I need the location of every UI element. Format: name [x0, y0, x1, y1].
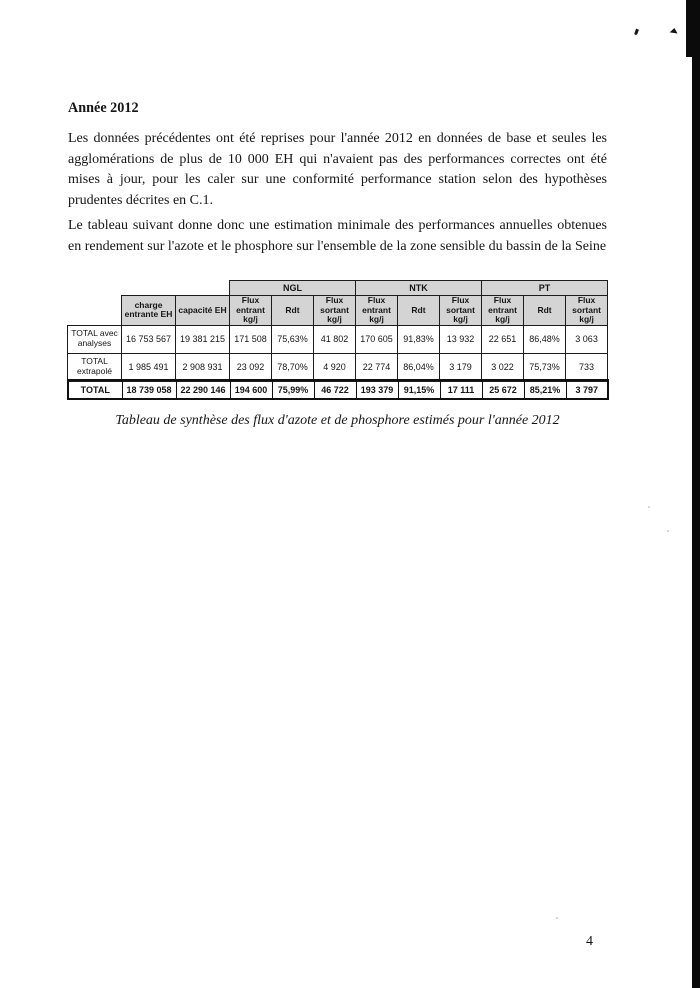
- col-header-ngl-flux-sortant: Flux sortant kg/j: [314, 296, 356, 326]
- row-label: TOTAL avec analyses: [68, 325, 122, 353]
- col-header-pt-flux-entrant: Flux entrant kg/j: [482, 296, 524, 326]
- section-heading: Année 2012: [68, 100, 139, 116]
- table-cell: 75,73%: [524, 353, 566, 381]
- table-cell: 733: [566, 353, 608, 381]
- table-row-grand-total: [68, 380, 608, 399]
- group-header-ntk: NTK: [356, 281, 482, 296]
- col-header-ntk-flux-entrant: Flux entrant kg/j: [356, 296, 398, 326]
- flux-summary-table: [67, 280, 608, 382]
- col-header-ngl-rdt: Rdt: [272, 296, 314, 326]
- scan-speck: [648, 506, 650, 508]
- table-row-total-avec-analyses: [68, 325, 608, 353]
- row-label-total: TOTAL: [68, 380, 122, 399]
- row-label: TOTAL extrapolé: [68, 353, 122, 381]
- table-cell: 16 753 567: [122, 325, 176, 353]
- table-cell: 86,04%: [398, 353, 440, 381]
- col-header-ntk-flux-sortant: Flux sortant kg/j: [440, 296, 482, 326]
- empty-cell: [122, 281, 176, 296]
- table-cell: 22 651: [482, 325, 524, 353]
- table-cell: 13 932: [440, 325, 482, 353]
- table-cell: 75,99%: [272, 380, 314, 399]
- col-header-pt-flux-sortant: Flux sortant kg/j: [566, 296, 608, 326]
- table-cell: 86,48%: [524, 325, 566, 353]
- table-cell: 75,63%: [272, 325, 314, 353]
- col-header-ngl-flux-entrant: Flux entrant kg/j: [230, 296, 272, 326]
- table-row-total-extrapole: [68, 353, 608, 381]
- table-cell: 2 908 931: [176, 353, 230, 381]
- empty-cell: [176, 281, 230, 296]
- table-header-row: [68, 296, 608, 326]
- table-group-header-row: [68, 281, 608, 296]
- scan-speck: [556, 917, 558, 919]
- table-cell: 85,21%: [524, 380, 566, 399]
- table-cell: 23 092: [230, 353, 272, 381]
- table-cell: 41 802: [314, 325, 356, 353]
- col-header-charge-entrante: charge entrante EH: [122, 296, 176, 326]
- table-cell: 18 739 058: [122, 380, 176, 399]
- table-cell: 3 022: [482, 353, 524, 381]
- scan-speck-triangle: [670, 27, 679, 33]
- table-cell: 170 605: [356, 325, 398, 353]
- table-cell: 22 774: [356, 353, 398, 381]
- table-cell: 91,83%: [398, 325, 440, 353]
- table-cell: 46 722: [314, 380, 356, 399]
- table-cell: 1 985 491: [122, 353, 176, 381]
- page-number: 4: [586, 934, 593, 949]
- scan-edge-artifact-top: [686, 0, 700, 57]
- empty-cell: [68, 296, 122, 326]
- table-cell: 22 290 146: [176, 380, 230, 399]
- col-header-capacite: capacité EH: [176, 296, 230, 326]
- scan-speck: [667, 530, 669, 532]
- table-cell: 4 920: [314, 353, 356, 381]
- table-cell: 194 600: [230, 380, 272, 399]
- table-caption: Tableau de synthèse des flux d'azote et de phosphore estimés pour l'année 2012: [115, 413, 560, 428]
- paragraph-table-intro: Le tableau suivant donne donc une estimation minimale des performances annuelles obtenues en rendement sur l'azote et le phosphore sur l'ensemble de la zone sensible du bassin de la Seine: [68, 218, 607, 254]
- col-header-ntk-rdt: Rdt: [398, 296, 440, 326]
- table-cell: 3 797: [566, 380, 608, 399]
- scan-speck-comma: [634, 29, 639, 36]
- group-header-pt: PT: [482, 281, 608, 296]
- empty-cell: [68, 281, 122, 296]
- table-cell: 25 672: [482, 380, 524, 399]
- table-cell: 3 063: [566, 325, 608, 353]
- group-header-ngl: NGL: [230, 281, 356, 296]
- table-cell: 17 111: [440, 380, 482, 399]
- table-cell: 78,70%: [272, 353, 314, 381]
- table-cell: 193 379: [356, 380, 398, 399]
- table-cell: 171 508: [230, 325, 272, 353]
- table-cell: 91,15%: [398, 380, 440, 399]
- paragraph-intro: Les données précédentes ont été reprises pour l'année 2012 en données de base et seules les agglomérations de plus de 10 000 EH qui n'avaient pas des performances correctes ont été mises à jour, pour les caler sur une conformité performance station selon des hypothèses prudentes décrites en C.1.: [68, 131, 607, 208]
- scan-edge-artifact: [692, 0, 700, 988]
- table-cell: 3 179: [440, 353, 482, 381]
- table-cell: 19 381 215: [176, 325, 230, 353]
- flux-grand-total-table: [67, 379, 609, 400]
- col-header-pt-rdt: Rdt: [524, 296, 566, 326]
